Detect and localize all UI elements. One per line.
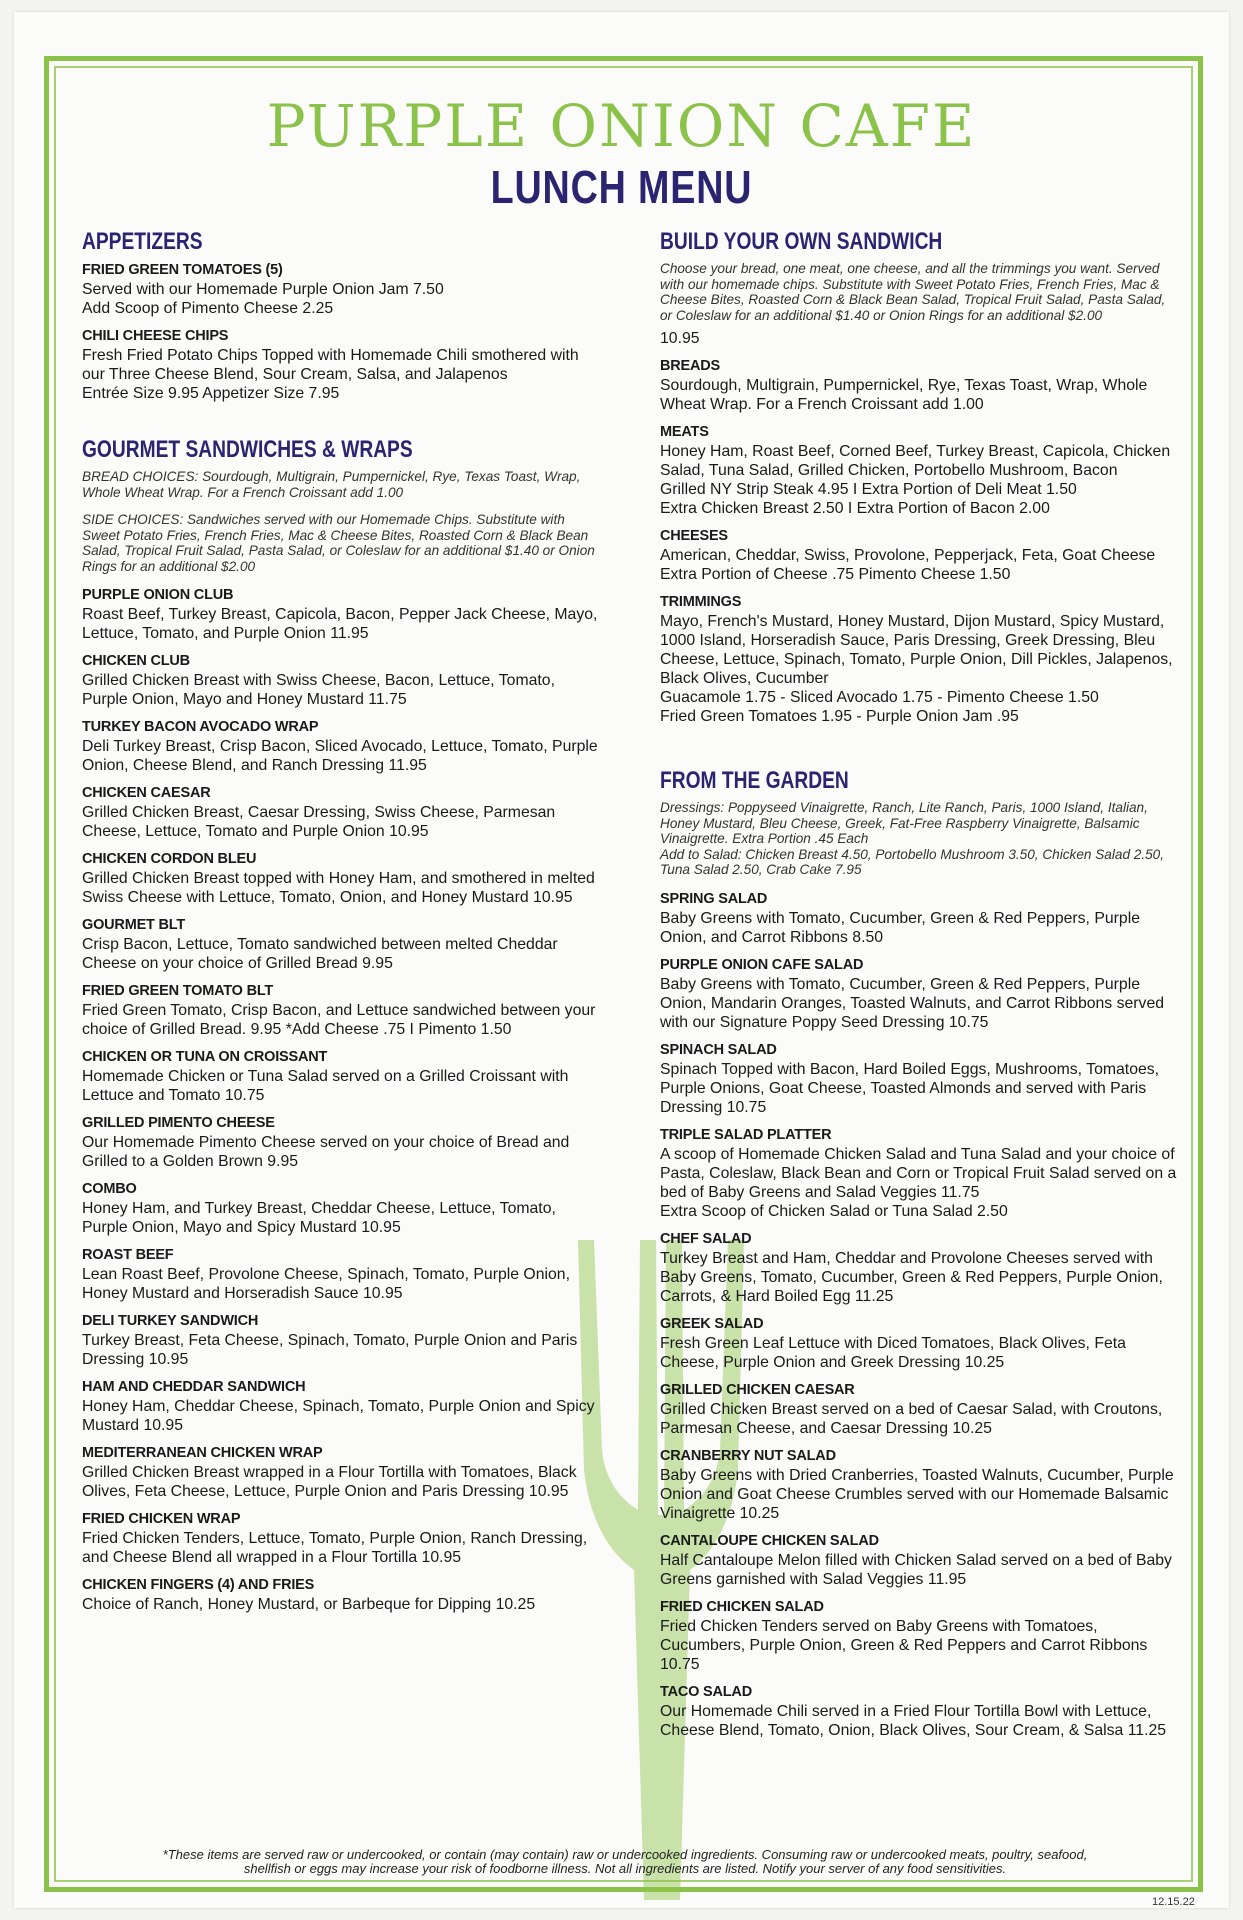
menu-item [82, 982, 600, 1039]
menu-item-name: TRIMMINGS [660, 594, 742, 610]
menu-item-name: CHEF SALAD [660, 1230, 752, 1247]
menu-item [82, 1246, 600, 1303]
sandwiches-heading: GOURMET SANDWICHES & WRAPS [82, 436, 413, 463]
sandwiches-list [82, 586, 600, 1614]
menu-item-name: CHILI CHEESE CHIPS [82, 328, 229, 344]
menu-item [82, 850, 600, 907]
menu-item-description: Fresh Green Leaf Lettuce with Diced Tomatoes, Black Olives, Feta Cheese, Purple Onion and Greek Dressing 10.25 [660, 1334, 1126, 1371]
menu-item [82, 1444, 600, 1501]
menu-item [660, 593, 1180, 726]
menu-item-name: FRIED GREEN TOMATO BLT [82, 983, 274, 999]
menu-item-description: Fried Green Tomatoes 1.95 - Purple Onion Jam .95 [660, 708, 1019, 725]
build-your-own-heading: BUILD YOUR OWN SANDWICH [660, 228, 943, 255]
menu-item [82, 1180, 600, 1237]
menu-item-description: Our Homemade Chili served in a Fried Flour Tortilla Bowl with Lettuce, Cheese Blend, Tomato, Onion, Black Olives, Sour Cream, & Salsa 11.25 [660, 1702, 1167, 1739]
menu-item-description: Half Cantaloupe Melon filled with Chicken Salad served on a bed of Baby Greens garnished with Salad Veggies 11.95 [660, 1551, 1172, 1588]
build-your-own-intro: Choose your bread, one meat, one cheese, and all the trimmings you want. Served with our homemade chips. Substitute with Sweet Potato Fries, French Fries, Mac & Cheese Bites, Roasted Corn & Black Bean Salad, Tropical Fruit Salad, Pasta Salad, or Coleslaw for an additional $1.40 or Onion Rings for an additional $2.00 [660, 261, 1166, 323]
right-column [660, 228, 1180, 1749]
menu-item [82, 1378, 600, 1435]
menu-item-name: CRANBERRY NUT SALAD [660, 1447, 836, 1464]
menu-item-description: Grilled Chicken Breast with Swiss Cheese, Bacon, Lettuce, Tomato, Purple Onion, Mayo and Honey Mustard 11.75 [82, 672, 555, 708]
menu-item-name: BREADS [660, 358, 721, 374]
menu-item-description: Homemade Chicken or Tuna Salad served on a Grilled Croissant with Lettuce and Tomato 10.75 [82, 1068, 569, 1104]
menu-item [660, 1598, 1180, 1674]
menu-item-description: Mayo, French's Mustard, Honey Mustard, Dijon Mustard, Spicy Mustard, 1000 Island, Horseradish Sauce, Paris Dressing, Greek Dressing, Bleu Cheese, Lettuce, Spinach, Tomato, Purple Onion, Dill Pickles, Jalapenos, Black Olives, Cucumber [660, 613, 1173, 687]
menu-item-description: Grilled NY Strip Steak 4.95 I Extra Portion of Deli Meat 1.50 [660, 481, 1077, 498]
menu-item-description: Extra Chicken Breast 2.50 I Extra Portion of Bacon 2.00 [660, 500, 1050, 517]
menu-item [82, 1510, 600, 1567]
menu-item [82, 916, 600, 973]
menu-item-description: Fried Chicken Tenders, Lettuce, Tomato, Purple Onion, Ranch Dressing, and Cheese Blend all wrapped in a Flour Tortilla 10.95 [82, 1530, 588, 1566]
menu-item-description: Fried Chicken Tenders served on Baby Greens with Tomatoes, Cucumbers, Purple Onion, Green & Red Peppers and Carrot Ribbons 10.75 [660, 1617, 1148, 1673]
menu-item-description: Fresh Fried Potato Chips Topped with Homemade Chili smothered with our Three Cheese Blend, Sour Cream, Salsa, and Jalapenos [82, 347, 579, 383]
menu-item [660, 956, 1180, 1032]
menu-item-description: Turkey Breast, Feta Cheese, Spinach, Tomato, Purple Onion and Paris Dressing 10.95 [82, 1332, 578, 1368]
menu-item-description: Extra Scoop of Chicken Salad or Tuna Salad 2.50 [660, 1202, 1008, 1220]
menu-item [82, 261, 600, 318]
menu-item-name: HAM AND CHEDDAR SANDWICH [82, 1379, 306, 1395]
menu-item-description: Crisp Bacon, Lettuce, Tomato sandwiched between melted Cheddar Cheese on your choice of Grilled Bread 9.95 [82, 936, 558, 972]
dressings-note: Dressings: Poppyseed Vinaigrette, Ranch, Lite Ranch, Paris, 1000 Island, Italian, Honey Mustard, Bleu Cheese, Greek, Fat-Free Raspberry Vinaigrette, Balsamic Vinaigrette. Extra Portion .45 Each [660, 800, 1148, 846]
menu-item-name: COMBO [82, 1181, 137, 1197]
menu-item-description: Entrée Size 9.95 Appetizer Size 7.95 [82, 385, 340, 402]
menu-item [660, 1041, 1180, 1117]
menu-item-description: Baby Greens with Tomato, Cucumber, Green & Red Peppers, Purple Onion, and Carrot Ribbons 8.50 [660, 909, 1140, 946]
menu-item [660, 1315, 1180, 1372]
menu-item-name: TURKEY BACON AVOCADO WRAP [82, 719, 319, 735]
menu-item [660, 423, 1180, 518]
menu-item [82, 1312, 600, 1369]
menu-item [660, 527, 1180, 584]
menu-item-name: CHICKEN OR TUNA ON CROISSANT [82, 1049, 328, 1065]
menu-item-description: Grilled Chicken Breast wrapped in a Flour Tortilla with Tomatoes, Black Olives, Feta Cheese, Lettuce, Purple Onion and Paris Dressing 10.95 [82, 1464, 577, 1500]
menu-item-description: Our Homemade Pimento Cheese served on your choice of Bread and Grilled to a Golden Brown 9.95 [82, 1134, 570, 1170]
left-column [82, 228, 600, 1623]
menu-item-name: FRIED CHICKEN WRAP [82, 1511, 241, 1527]
menu-item-name: PURPLE ONION CAFE SALAD [660, 956, 864, 973]
menu-item-name: CANTALOUPE CHICKEN SALAD [660, 1532, 879, 1549]
menu-item [82, 1048, 600, 1105]
menu-item-name: MEATS [660, 424, 709, 440]
garden-heading: FROM THE GARDEN [660, 767, 849, 794]
menu-item-description: Fried Green Tomato, Crisp Bacon, and Lettuce sandwiched between your choice of Grilled Bread. 9.95 *Add Cheese .75 I Pimento 1.50 [82, 1002, 596, 1038]
menu-item [82, 718, 600, 775]
menu-item [660, 1381, 1180, 1438]
menu-item [660, 1126, 1180, 1221]
menu-item-name: TRIPLE SALAD PLATTER [660, 1126, 832, 1143]
menu-item-description: Deli Turkey Breast, Crisp Bacon, Sliced Avocado, Lettuce, Tomato, Purple Onion, Cheese Blend, and Ranch Dressing 11.95 [82, 738, 598, 774]
menu-item-name: ROAST BEEF [82, 1247, 174, 1263]
menu-item-description: Spinach Topped with Bacon, Hard Boiled Eggs, Mushrooms, Tomatoes, Purple Onions, Goat Cheese, Toasted Almonds and served with Paris Dressing 10.75 [660, 1060, 1160, 1116]
garden-list [660, 890, 1180, 1740]
menu-item-name: CHICKEN CAESAR [82, 785, 211, 801]
menu-item [82, 652, 600, 709]
menu-item [660, 1230, 1180, 1306]
bread-choices-note: BREAD CHOICES: Sourdough, Multigrain, Pumpernickel, Rye, Texas Toast, Wrap, Whole Wheat Wrap. For a French Croissant add 1.00 [82, 469, 581, 500]
menu-item [82, 1114, 600, 1171]
menu-item-description: Baby Greens with Dried Cranberries, Toasted Walnuts, Cucumber, Purple Onion and Goat Cheese Crumbles served with our Homemade Balsamic Vinaigrette 10.25 [660, 1466, 1174, 1522]
menu-item [660, 357, 1180, 414]
menu-item-name: TACO SALAD [660, 1683, 752, 1700]
menu-item-description: Honey Ham, Roast Beef, Corned Beef, Turkey Breast, Capicola, Chicken Salad, Tuna Salad, Grilled Chicken, Portobello Mushroom, Bacon [660, 443, 1171, 479]
menu-item-description: Roast Beef, Turkey Breast, Capicola, Bacon, Pepper Jack Cheese, Mayo, Lettuce, Tomato, and Purple Onion 11.95 [82, 606, 598, 642]
cafe-title: PURPLE ONION CAFE [266, 92, 977, 160]
menu-item-name: CHEESES [660, 528, 728, 544]
menu-item [660, 1447, 1180, 1523]
menu-item-description: Honey Ham, Cheddar Cheese, Spinach, Tomato, Purple Onion and Spicy Mustard 10.95 [82, 1398, 595, 1434]
menu-item-name: SPINACH SALAD [660, 1041, 777, 1058]
menu-item-description: Sourdough, Multigrain, Pumpernickel, Rye, Texas Toast, Wrap, Whole Wheat Wrap. For a French Croissant add 1.00 [660, 377, 1148, 413]
menu-item-description: Lean Roast Beef, Provolone Cheese, Spinach, Tomato, Purple Onion, Honey Mustard and Horseradish Sauce 10.95 [82, 1266, 570, 1302]
menu-date: 12.15.22 [1152, 1896, 1195, 1908]
menu-subtitle: LUNCH MENU [490, 161, 753, 213]
add-to-salad-note: Add to Salad: Chicken Breast 4.50, Portobello Mushroom 3.50, Chicken Salad 2.50, Tuna Salad 2.50, Crab Cake 7.95 [660, 846, 1165, 877]
menu-item-name: SPRING SALAD [660, 890, 768, 907]
menu-item-name: CHICKEN CORDON BLEU [82, 851, 257, 867]
menu-item-description: Extra Portion of Cheese .75 Pimento Cheese 1.50 [660, 566, 1011, 583]
menu-item-name: GRILLED PIMENTO CHEESE [82, 1115, 275, 1131]
side-choices-note: SIDE CHOICES: Sandwiches served with our Homemade Chips. Substitute with Sweet Potato Fries, French Fries, Mac & Cheese Bites, Roasted Corn & Black Bean Salad, Tropical Fruit Salad, Pasta Salad, or Coleslaw for an additional $1.40 or Onion Rings for an additional $2.00 [82, 512, 595, 574]
menu-item [660, 890, 1180, 947]
menu-item-description: A scoop of Homemade Chicken Salad and Tuna Salad and your choice of Pasta, Coleslaw, Black Bean and Corn or Tropical Fruit Salad served on a bed of Baby Greens and Salad Veggies 11.75 [660, 1145, 1177, 1201]
menu-item [660, 1683, 1180, 1740]
menu-item [82, 784, 600, 841]
menu-item-description: Turkey Breast and Ham, Cheddar and Provolone Cheeses served with Baby Greens, Tomato, Cucumber, Green & Red Peppers, Purple Onion, Carrots, & Hard Boiled Egg 11.25 [660, 1249, 1163, 1305]
menu-item-description: Grilled Chicken Breast, Caesar Dressing, Swiss Cheese, Parmesan Cheese, Lettuce, Tomato and Purple Onion 10.95 [82, 804, 556, 840]
menu-item [82, 1576, 600, 1614]
menu-item-name: CHICKEN FINGERS (4) AND FRIES [82, 1577, 315, 1593]
menu-item-name: GRILLED CHICKEN CAESAR [660, 1381, 855, 1398]
menu-item-name: GREEK SALAD [660, 1315, 764, 1332]
allergen-disclaimer: *These items are served raw or undercooked, or contain (may contain) raw or undercooked ingredients. Consuming raw or undercooked meats, poultry, seafood, shellfish or eggs may increase your risk of foodborne illness. Not all ingredients are listed. Notify your server of any food sensitivities. [162, 1847, 1088, 1876]
appetizers-list [82, 261, 600, 403]
menu-item [82, 327, 600, 403]
menu-item-name: FRIED GREEN TOMATOES (5) [82, 262, 283, 278]
menu-item [660, 1532, 1180, 1589]
menu-item-name: PURPLE ONION CLUB [82, 587, 234, 603]
build-your-own-price: 10.95 [660, 330, 700, 347]
menu-item-name: MEDITERRANEAN CHICKEN WRAP [82, 1445, 323, 1461]
build-your-own-groups [660, 357, 1180, 726]
menu-item-description: Baby Greens with Tomato, Cucumber, Green & Red Peppers, Purple Onion, Mandarin Oranges, Toasted Walnuts, and Carrot Ribbons served with our Signature Poppy Seed Dressing 10.75 [660, 975, 1165, 1031]
menu-item-name: DELI TURKEY SANDWICH [82, 1313, 259, 1329]
menu-item-description: Guacamole 1.75 - Sliced Avocado 1.75 - Pimento Cheese 1.50 [660, 689, 1099, 706]
menu-item-description: Add Scoop of Pimento Cheese 2.25 [82, 300, 334, 317]
menu-item-description: American, Cheddar, Swiss, Provolone, Pepperjack, Feta, Goat Cheese [660, 547, 1156, 564]
menu-item-name: FRIED CHICKEN SALAD [660, 1598, 824, 1615]
menu-item-description: Grilled Chicken Breast topped with Honey Ham, and smothered in melted Swiss Cheese with Lettuce, Tomato, Onion, and Honey Mustard 10.95 [82, 870, 595, 906]
menu-item-description: Honey Ham, and Turkey Breast, Cheddar Cheese, Lettuce, Tomato, Purple Onion, Mayo and Spicy Mustard 10.95 [82, 1200, 556, 1236]
menu-item [82, 586, 600, 643]
menu-item-name: GOURMET BLT [82, 917, 186, 933]
menu-item-description: Served with our Homemade Purple Onion Jam 7.50 [82, 281, 444, 298]
menu-item-description: Choice of Ranch, Honey Mustard, or Barbeque for Dipping 10.25 [82, 1596, 536, 1613]
menu-item-name: CHICKEN CLUB [82, 653, 190, 669]
menu-item-description: Grilled Chicken Breast served on a bed of Caesar Salad, with Croutons, Parmesan Cheese, and Caesar Dressing 10.25 [660, 1400, 1163, 1437]
appetizers-heading: APPETIZERS [82, 228, 203, 255]
